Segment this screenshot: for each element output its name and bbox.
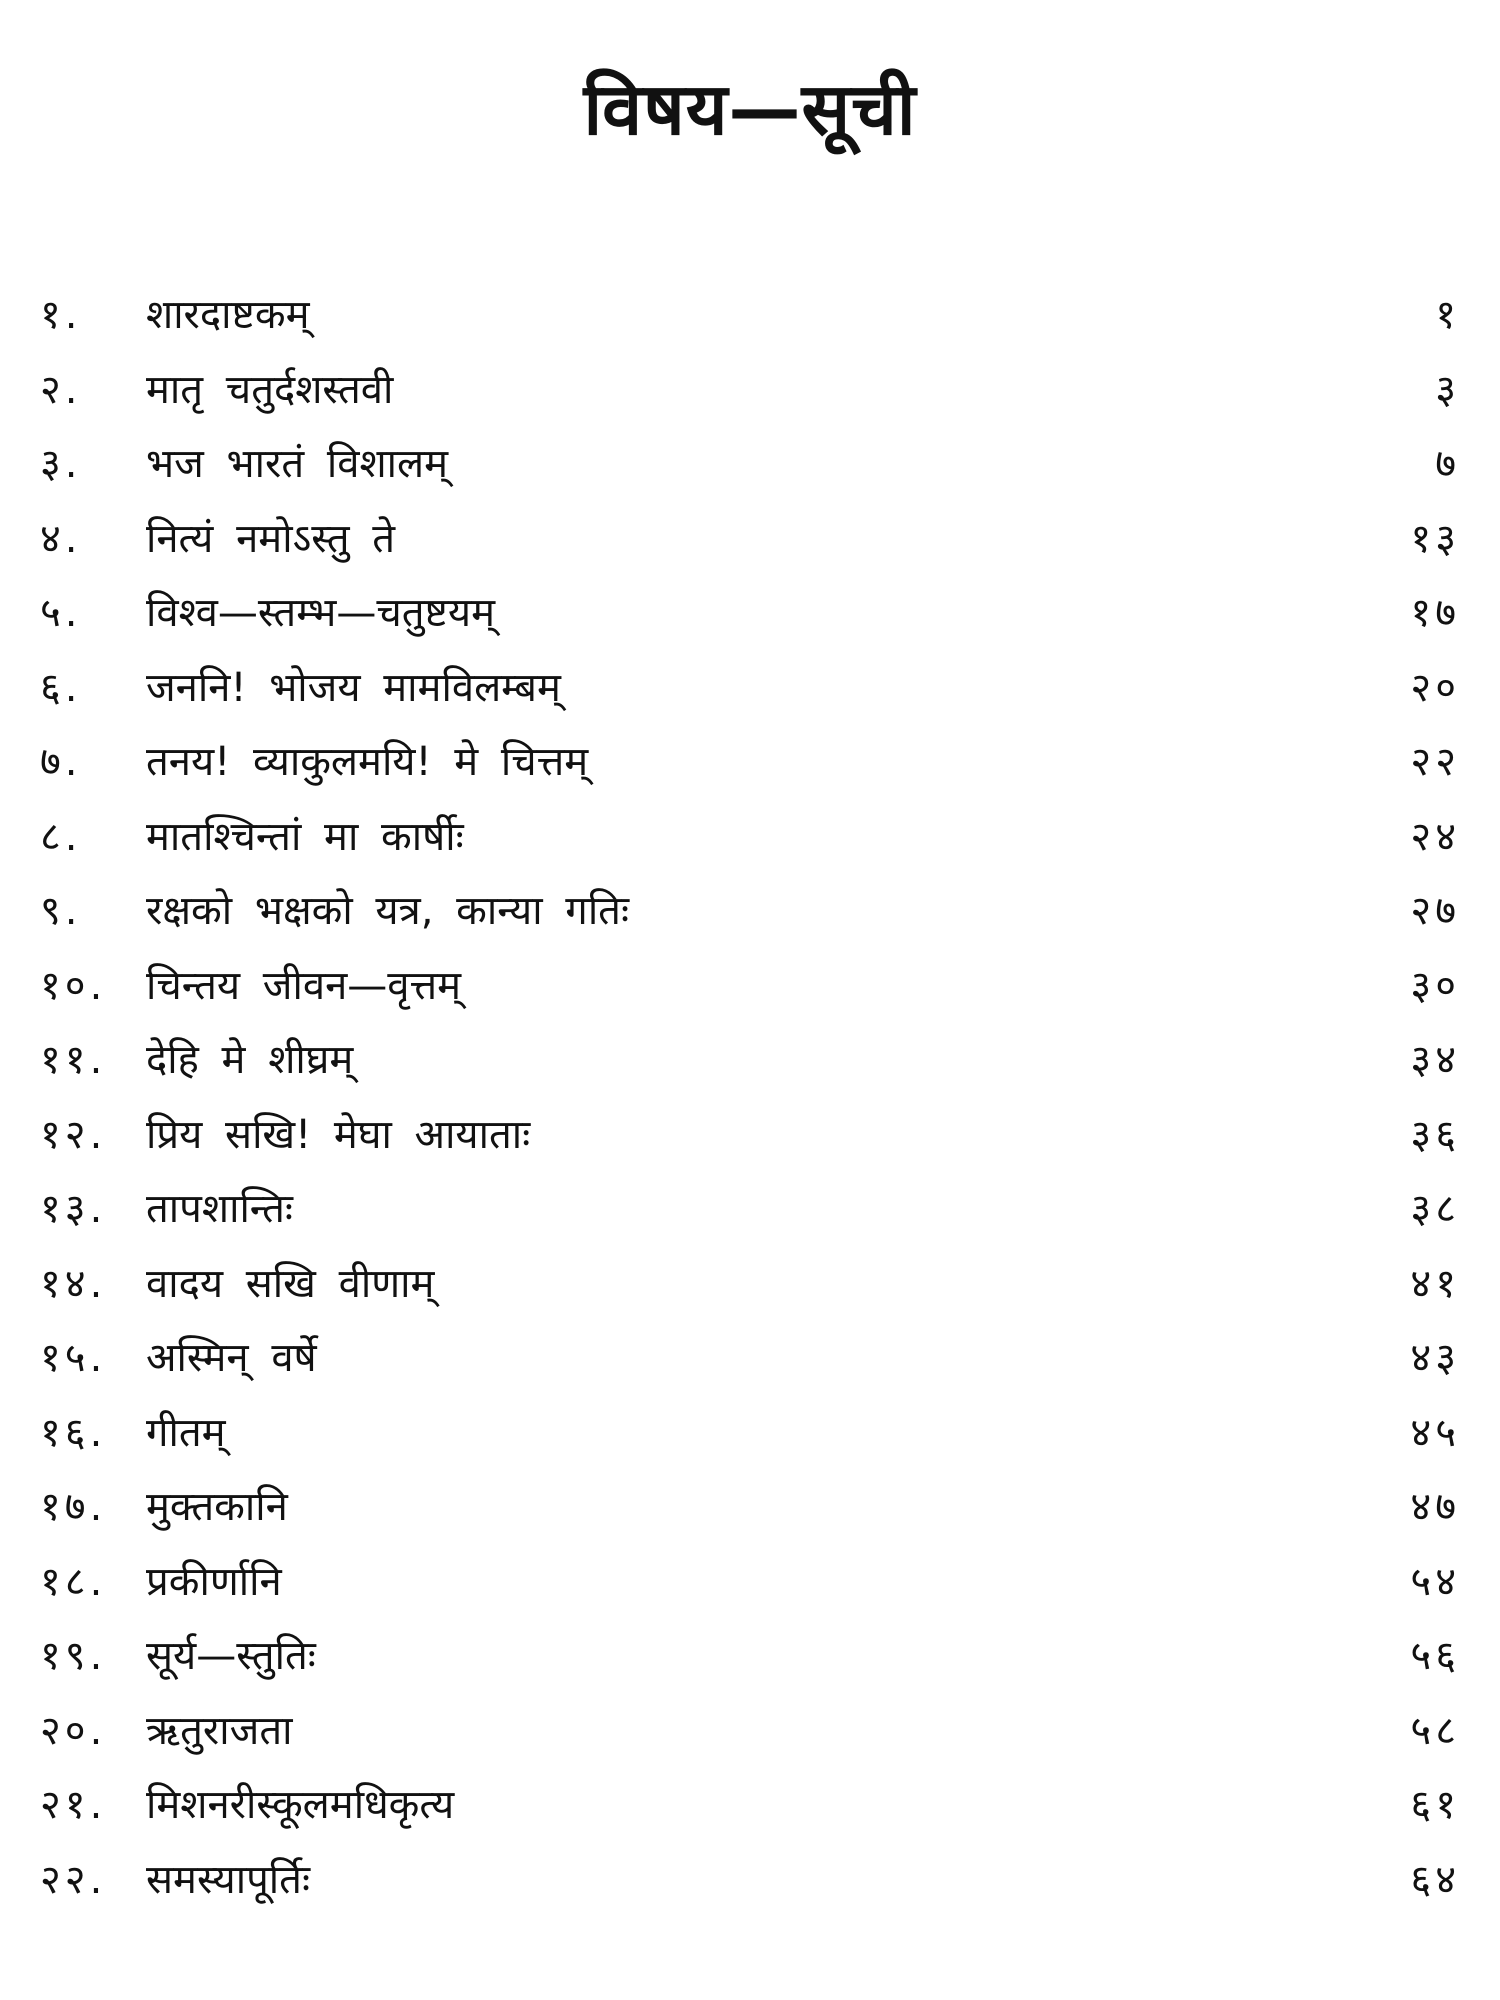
entry-number: ५. [40,590,82,636]
entry-number: ११. [40,1037,107,1083]
entry-number: १३. [40,1186,107,1232]
toc-row [40,800,1460,875]
toc-row [40,949,1460,1024]
entry-title: वादय सखि वीणाम् [146,1260,435,1307]
entry-page-number: ५४ [1410,1558,1460,1605]
entry-title: ऋतुराजता [146,1707,293,1754]
entry-title: रक्षको भक्षको यत्र, कान्या गतिः [146,888,630,934]
entry-page-number: ३ [1435,366,1460,413]
entry-number: १०. [40,962,107,1009]
entry-page-number: २७ [1410,888,1460,934]
toc-row [40,1172,1460,1247]
entry-page-number: ६४ [1410,1856,1460,1903]
entry-title: मातश्चिन्तां मा कार्षीः [146,813,464,860]
entry-page-number: ७ [1435,441,1460,487]
entry-title: मातृ चतुर्दशस्तवी [146,366,394,413]
entry-title: भज भारतं विशालम् [146,441,449,487]
entry-title: अस्मिन् वर्षे [146,1335,317,1381]
entry-number: ४. [40,515,82,562]
toc-row [40,651,1460,726]
entry-page-number: ४५ [1410,1409,1460,1456]
entry-page-number: ४३ [1410,1335,1460,1381]
entry-page-number: १७ [1410,590,1460,636]
toc-row [40,1098,1460,1173]
entry-title: प्रकीर्णानि [146,1558,282,1605]
entry-page-number: ३८ [1410,1186,1460,1232]
toc-row [40,353,1460,428]
entry-title: चिन्तय जीवन—वृत्तम् [146,962,462,1009]
toc-row [40,1023,1460,1098]
toc-row [40,1545,1460,1620]
entry-number: १६. [40,1409,107,1456]
entry-number: २२. [40,1856,107,1903]
page-title: विषय—सूची [583,67,917,151]
toc-row [40,1247,1460,1322]
toc-row [40,502,1460,577]
toc-row [40,1843,1460,1918]
entry-page-number: २४ [1410,813,1460,860]
entry-number: १८. [40,1558,107,1605]
entry-title: गीतम् [146,1409,226,1456]
entry-number: १७. [40,1484,107,1530]
entry-page-number: ५८ [1410,1707,1460,1754]
entry-page-number: १३ [1410,515,1460,562]
toc-row [40,1768,1460,1843]
entry-title: तनय! व्याकुलमयि! मे चित्तम् [146,739,589,785]
entry-number: १. [40,292,82,338]
entry-title: प्रिय सखि! मेघा आयाताः [146,1111,531,1158]
toc-row [40,725,1460,800]
entry-number: ३. [40,441,82,487]
entry-title: शारदाष्टकम् [146,292,310,338]
entry-title: समस्यापूर्तिः [146,1856,311,1903]
toc-row [40,576,1460,651]
entry-page-number: २२ [1410,739,1460,785]
entry-number: १९. [40,1633,107,1679]
entry-number: १४. [40,1260,107,1307]
entry-title: सूर्य—स्तुतिः [146,1633,316,1679]
entry-number: २१. [40,1782,107,1828]
entry-number: २. [40,366,82,413]
toc-row [40,1321,1460,1396]
toc-row [40,1619,1460,1694]
toc-row [40,1470,1460,1545]
table-of-contents [40,278,1460,1917]
toc-row [40,874,1460,949]
entry-page-number: ४७ [1410,1484,1460,1530]
entry-title: मुक्तकानि [146,1484,288,1530]
toc-row [40,278,1460,353]
entry-page-number: ३६ [1410,1111,1460,1158]
entry-title: मिशनरीस्कूलमधिकृत्य [146,1782,455,1828]
entry-number: ९. [40,888,82,934]
entry-page-number: ५६ [1410,1633,1460,1679]
entry-title: नित्यं नमोऽस्तु ते [146,515,396,562]
toc-row [40,1694,1460,1769]
entry-page-number: ४१ [1410,1260,1460,1307]
entry-page-number: २० [1410,664,1460,711]
entry-title: तापशान्तिः [146,1186,293,1232]
toc-row [40,1396,1460,1471]
entry-title: जननि! भोजय मामविलम्बम् [146,664,561,711]
entry-page-number: ३४ [1410,1037,1460,1083]
entry-number: १५. [40,1335,107,1381]
entry-number: ६. [40,664,82,711]
entry-page-number: ६१ [1410,1782,1460,1828]
entry-page-number: १ [1435,292,1460,338]
entry-number: २०. [40,1707,107,1754]
toc-row [40,427,1460,502]
entry-title: विश्व—स्तम्भ—चतुष्टयम् [146,590,495,636]
entry-number: ७. [40,739,82,785]
entry-number: १२. [40,1111,107,1158]
entry-number: ८. [40,813,82,860]
entry-page-number: ३० [1410,962,1460,1009]
entry-title: देहि मे शीघ्रम् [146,1037,354,1083]
